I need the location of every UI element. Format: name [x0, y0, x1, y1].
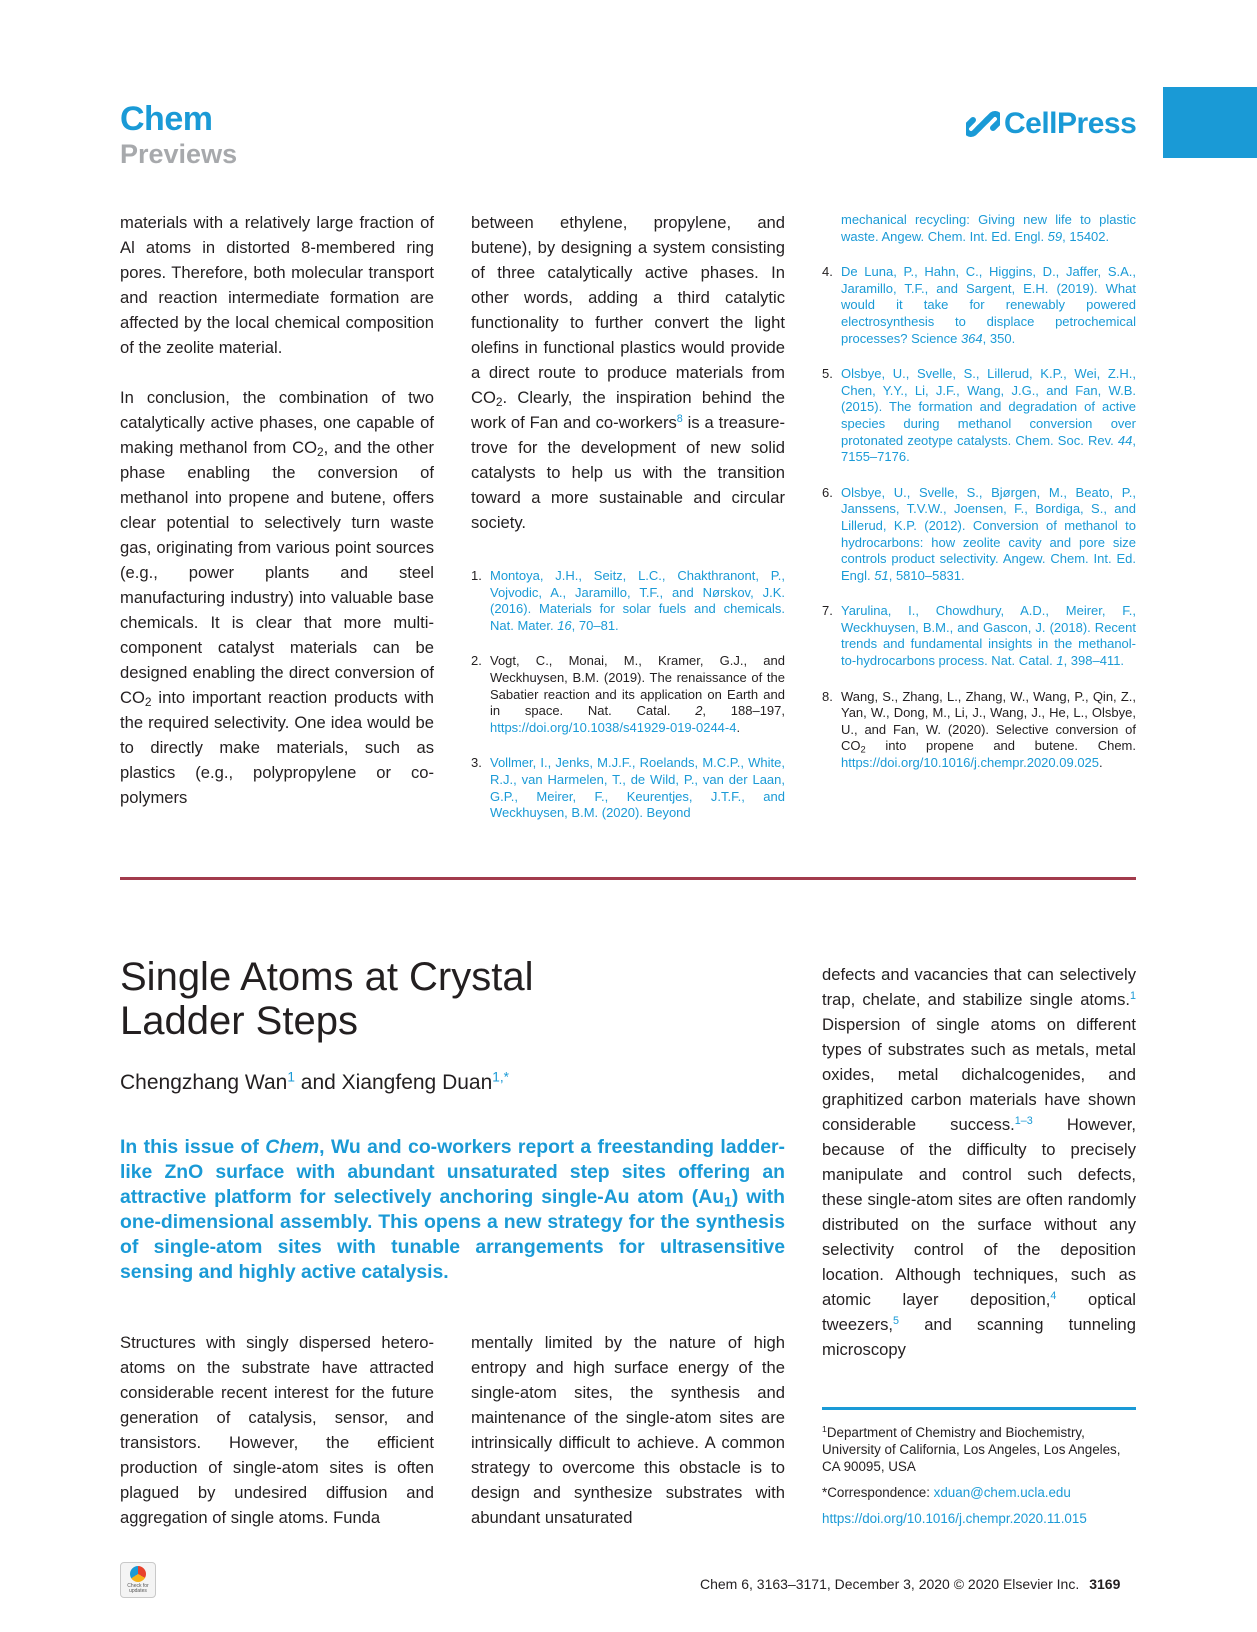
- reference-item[interactable]: 5. Olsbye, U., Svelle, S., Lillerud, K.P., Wei, Z.H., Chen, Y.Y., Li, J.F., Wang, J.G., and Fan, W.B. (2015). The formation and degradation of active species during methanol conversion over protonated zeotype catalysts. Chem. Soc. Rev. 44, 7155–7176.: [822, 366, 1136, 465]
- reference-continuation[interactable]: mechanical recycling: Giving new life to plastic waste. Angew. Chem. Int. Ed. Engl. 59, 15402.: [841, 212, 1136, 244]
- reference-item[interactable]: 3. Vollmer, I., Jenks, M.J.F., Roelands, M.C.P., White, R.J., van Harmelen, T., de Wild, P., van der Laan, G.P., Meirer, F., Keurentjes, J.T.F., and Weckhuysen, B.M. (2020). Beyond: [471, 755, 785, 821]
- body-column-1: [120, 1330, 434, 1555]
- reference-item[interactable]: 6. Olsbye, U., Svelle, S., Bjørgen, M., Beato, P., Janssens, T.V.W., Joensen, F., Bordiga, S., and Lillerud, K.P. (2012). Conversion of methanol to hydrocarbons: how zeolite cavity and pore size controls product selectivity. Angew. Chem. Int. Ed. Engl. 51, 5810–5831.: [822, 484, 1136, 583]
- citation-ref[interactable]: 5: [893, 1315, 900, 1328]
- citation-ref[interactable]: 8: [676, 413, 683, 426]
- cellpress-link-icon: [966, 107, 1000, 141]
- body-column-3: [822, 962, 1136, 1387]
- affiliation: $^1$Department of Chemistry and Biochemistry, University of California, Los Angeles, Los Angeles, CA 90095, USA: [822, 1424, 1121, 1474]
- article-title: Single Atoms at Crystal Ladder Steps: [120, 955, 534, 1043]
- citation-ref[interactable]: 4: [1050, 1290, 1057, 1303]
- journal-logo: Chem: [120, 100, 213, 138]
- correspondence: *Correspondence: xduan@chem.ucla.edu: [822, 1485, 1071, 1500]
- page-footer: [700, 1576, 1120, 1592]
- paragraph: In conclusion, the combination of two catalytically active phases, one capable of making methanol from $CO_2$, and the other phase enabling the conversion of methanol into propene and butene, offers clear potential to selectively turn waste gas, originating from various point sources (e.g., power plants and steel manufacturing industry) into valuable base chemicals. It is clear that more multi-component catalyst materials can be designed enabling the direct conversion of $CO_2$ into important reaction products with the required selectivity. One idea would be to directly make materials, such as plastics (e.g., polypropylene or co-polymers: [120, 388, 434, 807]
- author-line: Chengzhang Wan$^1$ and Xiangfeng Duan$^{1,*}$: [120, 1069, 509, 1094]
- correspondence-email-link[interactable]: xduan@chem.ucla.edu: [933, 1485, 1071, 1500]
- paragraph: between ethylene, propylene, and butene), by designing a system consisting of three catalytically active phases. In other words, adding a third catalytic functionality to further convert the light olefins in functional plastics would provide a direct route to produce materials from $CO_2$. Clearly, the inspiration behind the work of Fan and co-workers$^8$ is a treasure-trove for the development of new solid catalysts to help us with the transition toward a more sustainable and circular society.: [471, 213, 786, 532]
- reference-item[interactable]: 1. Montoya, J.H., Seitz, L.C., Chakthranont, P., Vojvodic, A., Jaramillo, T.F., and Nørskov, J.K. (2016). Materials for solar fuels and chemicals. Nat. Mater. 16, 70–81.: [471, 568, 785, 633]
- citation-ref[interactable]: 1–3: [1014, 1115, 1033, 1128]
- paragraph: materials with a relatively large fraction of Al atoms in distorted 8-membered ring pores. Therefore, both molecular transport and reaction intermediate formation are affected by the local chemical composition of the zeolite material.: [120, 213, 434, 357]
- top-column-2: [471, 210, 785, 560]
- publisher-logo: [966, 104, 1136, 144]
- top-column-1: [120, 210, 434, 835]
- reference-list: [471, 568, 785, 841]
- check-for-updates-badge[interactable]: Check for updates: [120, 1562, 156, 1598]
- footer-citation: Chem 6, 3163–3171, December 3, 2020 © 2020 Elsevier Inc.: [700, 1576, 1080, 1592]
- reference-item[interactable]: 7. Yarulina, I., Chowdhury, A.D., Meirer, F., Weckhuysen, B.M., and Gascon, J. (2018). Recent trends and fundamental insights in the methanol-to-hydrocarbons process. Nat. Catal. 1, 398–411.: [822, 603, 1136, 669]
- paragraph: defects and vacancies that can selectively trap, chelate, and stabilize single atoms.$^1$ Dispersion of single atoms on different types of substrates such as metals, metal oxides, metal dichalcogenides, and graphitized carbon materials have shown considerable success.$^{1-3}$ However, because of the difficulty to precisely manipulate and control such defects, these single-atom sites are often randomly distributed on the surface without any selectivity control of the deposition location. Although techniques, such as atomic layer deposition,$^4$ optical tweezers,$^5$ and scanning tunneling microscopy: [822, 965, 1136, 1359]
- paragraph: mentally limited by the nature of high entropy and high surface energy of the single-atom sites, the synthesis and maintenance of the single-atom sites are intrinsically difficult to achieve. A common strategy to overcome this obstacle is to design and synthesize substrates with abundant unsaturated: [471, 1333, 785, 1527]
- section-divider: [120, 877, 1136, 880]
- author: Xiangfeng Duan: [341, 1071, 493, 1094]
- reference-doi-link[interactable]: https://doi.org/10.1016/j.chempr.2020.09.025: [841, 755, 1100, 771]
- affiliation-rule: [822, 1407, 1136, 1410]
- reference-item[interactable]: 4. De Luna, P., Hahn, C., Higgins, D., Jaffer, S.A., Jaramillo, T.F., and Sargent, E.H. (2019). What would it take for renewably powered electrosynthesis to displace petrochemical processes? Science 364, 350.: [822, 264, 1136, 346]
- publisher-name: CellPress: [1004, 107, 1137, 140]
- reference-item: 2. Vogt, C., Monai, M., Kramer, G.J., and Weckhuysen, B.M. (2019). The renaissance of the Sabatier reaction and its application on Earth and in space. Nat. Catal. 2, 188–197, https://doi.org/10.1038/s41929-019-0244-4.: [471, 653, 785, 735]
- article-doi-link[interactable]: https://doi.org/10.1016/j.chempr.2020.11.015: [822, 1511, 1087, 1526]
- section-label: Previews: [120, 139, 238, 169]
- reference-list: [822, 212, 1136, 791]
- reference-item: 8. Wang, S., Zhang, L., Zhang, W., Wang, P., Qin, Z., Yan, W., Dong, M., Li, J., Wang, J., He, L., Olsbye, U., and Fan, W. (2020). Selective conversion of $CO_2$ into propene and butene. Chem. https://doi.org/10.1016/j.chempr.2020.09.025.: [822, 688, 1136, 771]
- article-abstract: In this issue of Chem, Wu and co-workers report a freestanding ladder-like ZnO surface with abundant unsaturated step sites offering an attractive platform for selectively anchoring single-Au atom $(Au_1)$ with one-dimensional assembly. This opens a new strategy for the synthesis of single-atom sites with tunable arrangements for ultrasensitive sensing and highly active catalysis.: [120, 1136, 785, 1283]
- citation-ref[interactable]: 1: [1130, 990, 1136, 1003]
- paragraph: Structures with singly dispersed heteroatoms on the substrate have attracted considerable recent interest for the future generation of catalysis, sensor, and transistors. However, the efficient production of single-atom sites is often plagued by undesired diffusion and aggregation of single atoms. Funda: [120, 1333, 434, 1527]
- reference-doi-link[interactable]: https://doi.org/10.1038/s41929-019-0244-4: [490, 719, 737, 735]
- corner-tab: [1163, 87, 1257, 158]
- body-column-2: [471, 1330, 785, 1555]
- check-updates-icon: [130, 1566, 146, 1582]
- page-number: 3169: [1089, 1576, 1121, 1592]
- author: Chengzhang Wan: [120, 1071, 288, 1094]
